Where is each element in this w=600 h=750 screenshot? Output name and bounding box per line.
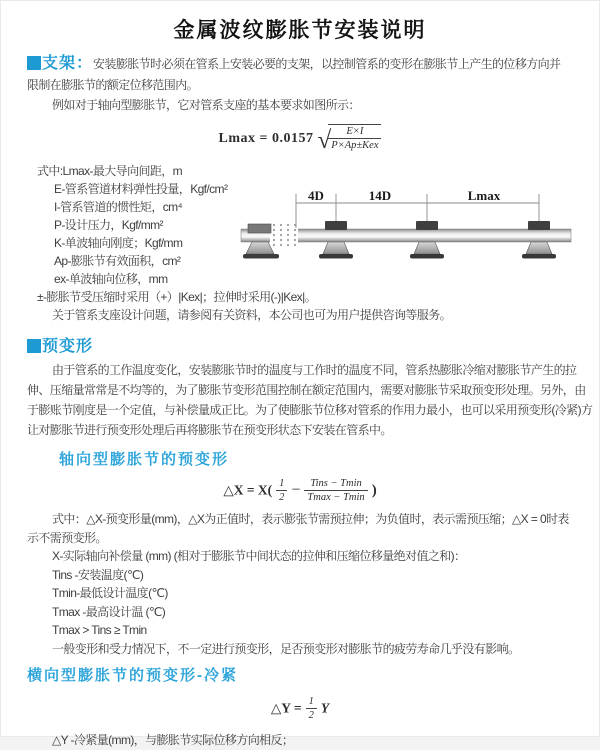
right-paren: ) bbox=[371, 482, 377, 499]
minus-sign: − bbox=[291, 481, 301, 499]
bellows-icon bbox=[270, 224, 298, 246]
support-intro-inline: 安装膨胀节时必须在管系上安装必要的支架，以控制管系的变形在膨胀节上产生的位移方向并 bbox=[93, 57, 561, 71]
predeform-section-header-line bbox=[27, 336, 573, 358]
fraction-denominator: 2 bbox=[279, 491, 285, 503]
predeform-paragraph bbox=[27, 360, 593, 440]
fraction-numerator: 1 bbox=[306, 695, 317, 709]
axial-formula-lhs: △X = X( bbox=[223, 482, 273, 498]
sqrt-symbol: √ bbox=[317, 126, 332, 154]
dim-label-lmax: Lmax bbox=[467, 188, 501, 203]
note-line: 式中：△X-预变形量(mm)，△X为正值时，表示膨张节需预拉伸；为负值时，表示需预压缩；△X = 0时表 bbox=[52, 512, 569, 527]
support-section-header-line bbox=[27, 53, 573, 75]
fraction-numerator: Tins − Tmin bbox=[304, 477, 367, 491]
note-line: X-实际轴向补偿量 (mm) (相对于膨胀节中间状态的拉伸和压缩位移量绝对值之和)： bbox=[52, 549, 466, 564]
lateral-formula bbox=[27, 695, 573, 722]
lmax-formula bbox=[27, 124, 573, 155]
definition-line: ±-膨胀节受压缩时采用（+）|Kex|；拉伸时采用(-)|Kex|。 bbox=[37, 289, 317, 304]
section-bullet-icon bbox=[27, 339, 41, 353]
lmax-formula-lhs: Lmax = 0.0157 bbox=[218, 130, 314, 146]
note-line: Tins -安装温度(℃) bbox=[52, 567, 144, 582]
paragraph-line: 让对膨胀节进行预变形处理后再将膨胀节在预变形状态下安装在管系中。 bbox=[27, 422, 392, 437]
dim-label-14d: 14D bbox=[368, 188, 392, 203]
lateral-formula-lhs: △Y = bbox=[270, 700, 302, 716]
support-section-title: 支架： bbox=[42, 55, 94, 72]
lmax-formula-fraction bbox=[328, 124, 381, 152]
lateral-subheader: 横向型膨胀节的预变形-冷紧 bbox=[27, 667, 238, 685]
section-bullet-icon bbox=[27, 56, 41, 70]
fraction-numerator: E×I bbox=[328, 125, 381, 139]
definition-line: 关于管系支座设计问题，请参阅有关资料，本公司也可为用户提供咨询等服务。 bbox=[52, 307, 452, 322]
lateral-note: △Y -冷紧量(mm)，与膨胀节实际位移方向相反； bbox=[52, 733, 294, 748]
definitions-block bbox=[27, 162, 573, 324]
definition-line: Ap-膨胀节有效面积，cm² bbox=[54, 253, 181, 268]
support-intro-line2: 限制在膨胀节的额定位移范围内。 bbox=[27, 78, 199, 92]
predeform-section-title: 预变形 bbox=[42, 337, 94, 355]
note-line: 示不需预变形。 bbox=[27, 530, 107, 545]
support-intro-line3: 例如对于轴向型膨胀节，它对管系支座的基本要求如图所示： bbox=[52, 98, 360, 112]
axial-subheader: 轴向型膨胀节的预变形 bbox=[59, 450, 230, 468]
temperature-fraction bbox=[304, 477, 367, 504]
fraction-denominator: Tmax − Tmin bbox=[307, 491, 365, 503]
definition-line: K-单波轴向刚度；Kgf/mm bbox=[54, 235, 183, 250]
paragraph-line: 于膨账节刚度是一个定值，与补偿量成正比。为了使膨胀节位移对管系的作用力最小，也可以采用预变形(冷紧)方 bbox=[27, 402, 593, 417]
definition-line: E-管系管道材料弹性投量，Kgf/cm² bbox=[54, 181, 228, 196]
page-title: 金属波纹膨胀节安装说明 bbox=[173, 19, 427, 42]
definition-line: P-设计压力，Kgf/mm² bbox=[54, 217, 163, 232]
dim-label-4d: 4D bbox=[308, 188, 324, 203]
half-fraction bbox=[306, 695, 317, 722]
fraction-denominator: 2 bbox=[308, 710, 314, 722]
paragraph-line: 伸、压缩量常常是不均等的，为了膨胀节变形范围控制在额定范围内，需要对膨胀节采取预变形处理。另外，由 bbox=[27, 382, 586, 397]
axial-formula bbox=[27, 477, 573, 504]
definition-line: I-管系管道的惯性矩，cm⁴ bbox=[54, 199, 183, 214]
fraction-denominator: P×Ap±Kex bbox=[331, 140, 379, 152]
axial-notes bbox=[27, 510, 573, 658]
definition-line: 式中:Lmax-最大导向间距，m bbox=[37, 163, 183, 178]
note-line: Tmin-最低设计温度(℃) bbox=[52, 586, 168, 601]
lateral-formula-rhs: Y bbox=[320, 700, 330, 716]
fraction-numerator: 1 bbox=[276, 477, 287, 491]
paragraph-line: 由于管系的工作温度变化，安装膨胀节时的温度与工作时的温度不同，管系热膨胀冷缩对膨胀节产生的拉 bbox=[52, 362, 577, 377]
pipe-support-diagram bbox=[239, 189, 575, 281]
note-line: 一般变形和受力情况下，不一定进行预变形，足否预变形对膨胀节的疲劳寿命几乎没有影响。 bbox=[52, 641, 520, 656]
note-line: Tmax > Tins ≥ Tmin bbox=[52, 623, 147, 638]
note-line: Tmax -最高设计温 (℃) bbox=[52, 604, 166, 619]
definition-line: ex-单波轴向位移，mm bbox=[54, 271, 168, 286]
half-fraction bbox=[276, 477, 287, 504]
